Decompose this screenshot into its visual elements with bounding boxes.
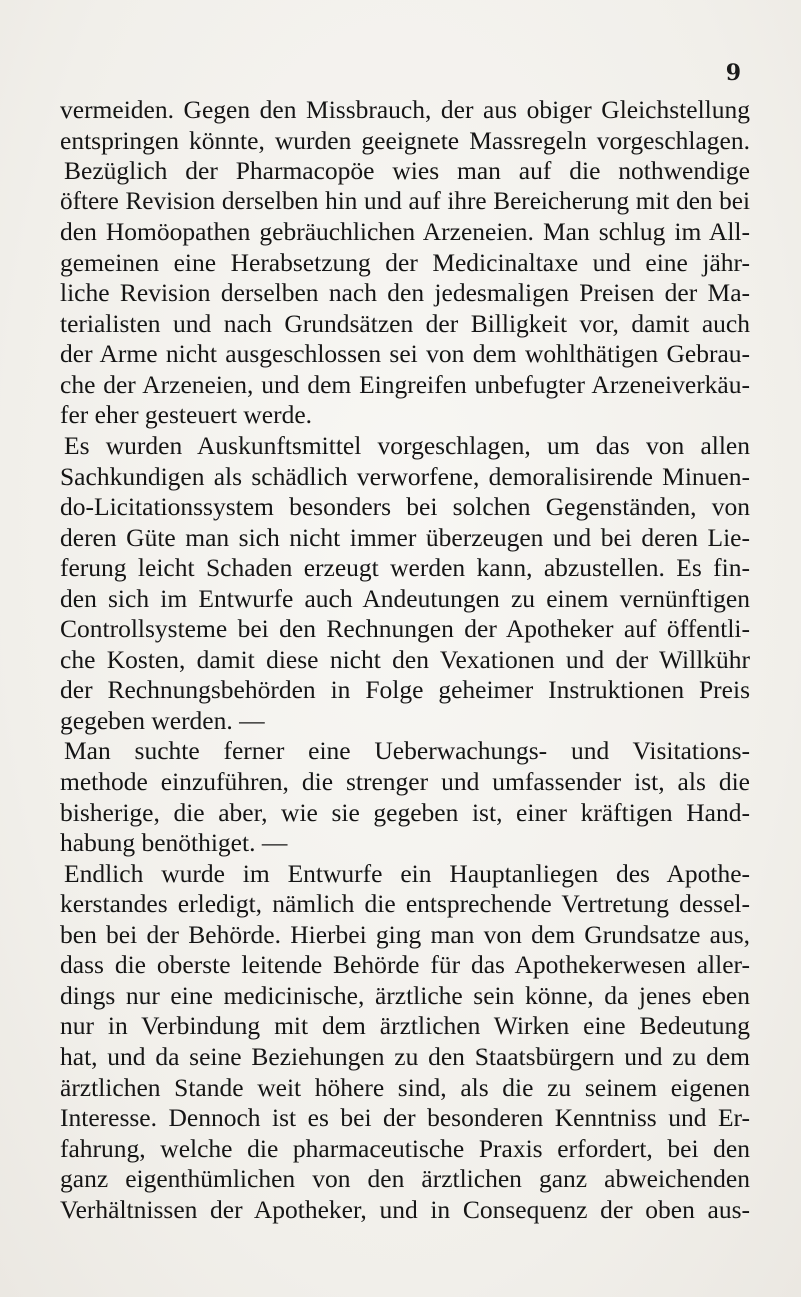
text-line: entspringen könnte, wurden geeignete Massregeln vorgeschlagen. xyxy=(60,125,750,155)
text-line: che Kosten, damit diese nicht den Vexationen und der Willkühr xyxy=(60,644,750,674)
text-line: fer eher gesteuert werde. xyxy=(60,400,313,430)
text-line: hat, und da seine Beziehungen zu den Staatsbürgern und zu dem xyxy=(60,1041,750,1071)
text-line: Interesse. Dennoch ist es bei der besonderen Kenntniss und Er- xyxy=(60,1103,750,1133)
text-line: Sachkundigen als schädlich verworfene, demoralisirende Minuen- xyxy=(60,461,750,491)
text-line: terialisten und nach Grundsätzen der Billigkeit vor, damit auch xyxy=(60,308,750,338)
text-line: gegeben werden. — xyxy=(60,705,265,735)
text-line: liche Revision derselben nach den jedesmaligen Preisen der Ma- xyxy=(60,278,750,308)
text-line: den sich im Entwurfe auch Andeutungen zu einem vernünftigen xyxy=(60,583,750,613)
text-line: Man suchte ferner eine Ueberwachungs- und Visitations- xyxy=(64,736,750,766)
text-line: Bezüglich der Pharmacopöe wies man auf die nothwendige xyxy=(64,156,750,186)
text-line: habung benöthiget. — xyxy=(60,828,288,858)
text-line: dass die oberste leitende Behörde für das Apothekerwesen aller- xyxy=(60,950,750,980)
text-line: dings nur eine medicinische, ärztliche sein könne, da jenes eben xyxy=(60,980,750,1010)
text-line: den Homöopathen gebräuchlichen Arzeneien. Man schlug im All- xyxy=(60,217,750,247)
text-line: deren Güte man sich nicht immer überzeugen und bei deren Lie- xyxy=(60,522,750,552)
page-number: 9 xyxy=(725,60,741,86)
text-line: Controllsysteme bei den Rechnungen der Apotheker auf öffentli- xyxy=(60,614,750,644)
text-line: kerstandes erledigt, nämlich die entsprechende Vertretung dessel- xyxy=(60,889,750,919)
text-line: Endlich wurde im Entwurfe ein Hauptanliegen des Apothe- xyxy=(64,858,750,888)
text-line: der Rechnungsbehörden in Folge geheimer Instruktionen Preis xyxy=(60,675,750,705)
text-line: ganz eigenthümlichen von den ärztlichen ganz abweichenden xyxy=(60,1164,750,1194)
text-line: ärztlichen Stande weit höhere sind, als die zu seinem eigenen xyxy=(60,1072,750,1102)
text-line: methode einzuführen, die strenger und umfassender ist, als die xyxy=(60,767,750,797)
text-line: do-Licitationssystem besonders bei solchen Gegenständen, von xyxy=(60,492,750,522)
text-line: che der Arzeneien, und dem Eingreifen unbefugter Arzeneiverkäu- xyxy=(60,369,750,399)
text-line: gemeinen eine Herabsetzung der Medicinaltaxe und eine jähr- xyxy=(60,247,750,277)
text-line: ben bei der Behörde. Hierbei ging man von dem Grundsatze aus, xyxy=(60,919,750,949)
text-line: vermeiden. Gegen den Missbrauch, der aus obiger Gleichstellung xyxy=(60,95,750,124)
text-line: öftere Revision derselben hin und auf ihre Bereicherung mit den bei xyxy=(60,187,750,215)
body-text xyxy=(60,95,750,1225)
text-line: fahrung, welche die pharmaceutische Praxis erfordert, bei den xyxy=(60,1133,750,1163)
text-line: der Arme nicht ausgeschlossen sei von dem wohlthätigen Gebrau- xyxy=(60,339,750,369)
text-line: bisherige, die aber, wie sie gegeben ist, einer kräftigen Hand- xyxy=(60,797,750,827)
text-line: ferung leicht Schaden erzeugt werden kann, abzustellen. Es fin- xyxy=(60,553,750,583)
text-line: nur in Verbindung mit dem ärztlichen Wirken eine Bedeutung xyxy=(60,1011,750,1041)
text-line: Verhältnissen der Apotheker, und in Consequenz der oben aus- xyxy=(60,1194,750,1224)
text-line: Es wurden Auskunftsmittel vorgeschlagen, um das von allen xyxy=(64,431,750,461)
